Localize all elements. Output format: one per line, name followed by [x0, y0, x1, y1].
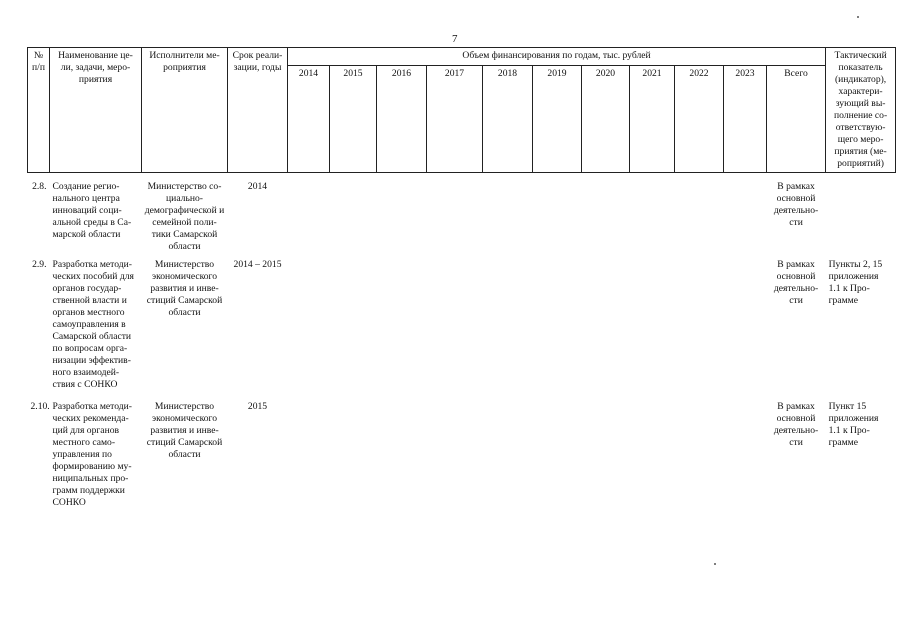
header-year: 2021 — [630, 65, 675, 172]
row-term: 2014 – 2015 — [233, 259, 282, 270]
row-indicator: Пункт 15 приложения 1.1 к Про- грамме — [828, 401, 879, 448]
row-num: 2.8. — [32, 181, 47, 192]
row-executor: Министерство экономического развития и инве- стиций Самарской области — [146, 259, 223, 318]
row-indicator — [826, 179, 896, 257]
scan-speck — [714, 563, 716, 565]
header-num: № п/п — [28, 48, 50, 173]
header-name: Наименование це- ли, задачи, меро- приятия — [50, 48, 142, 173]
header-year: 2015 — [330, 65, 377, 172]
page-number: 7 — [452, 33, 458, 45]
header-year: 2023 — [724, 65, 767, 172]
header-year: 2016 — [377, 65, 427, 172]
row-executor: Министерство экономического развития и инве- стиций Самарской области — [146, 401, 223, 460]
row-name: Разработка методи- ческих рекоменда- ций для органов местного само- управления по формированию му- ниципальных про- грамм поддержки СОНКО — [52, 401, 132, 508]
header-row-top — [28, 48, 896, 66]
row-name: Создание регио- нального центра инноваций соци- альной среды в Са- марской области — [52, 181, 132, 240]
row-num: 2.10. — [30, 401, 50, 412]
header-year: 2019 — [533, 65, 582, 172]
table-row — [28, 257, 896, 399]
financing-table — [27, 47, 896, 517]
header-financing: Объем финансирования по годам, тыс. рублей — [288, 48, 826, 66]
header-year: 2020 — [582, 65, 630, 172]
header-executors: Исполнители ме- роприятия — [142, 48, 228, 173]
row-indicator: Пункты 2, 15 приложения 1.1 к Про- грамме — [828, 259, 883, 306]
table-row — [28, 179, 896, 257]
row-num: 2.9. — [32, 259, 47, 270]
scan-speck — [857, 16, 859, 18]
row-total: В рамках основной деятельно- сти — [773, 181, 819, 228]
header-year: 2018 — [483, 65, 533, 172]
header-year: 2022 — [675, 65, 724, 172]
table-row — [28, 399, 896, 517]
header-indicator: Тактический показатель (индикатор), характери- зующий вы- полнение со- ответствую- щего меро- приятия (ме- роприятий) — [826, 48, 896, 173]
row-term: 2015 — [247, 401, 268, 412]
header-total: Всего — [767, 65, 826, 172]
row-total: В рамках основной деятельно- сти — [773, 259, 819, 306]
header-term: Срок реали- зации, годы — [228, 48, 288, 173]
row-total: В рамках основной деятельно- сти — [773, 401, 819, 448]
row-term: 2014 — [247, 181, 268, 192]
header-year: 2017 — [427, 65, 483, 172]
row-executor: Министерство со- циально- демографической и семейной поли- тики Самарской области — [144, 181, 225, 252]
header-year: 2014 — [288, 65, 330, 172]
row-name: Разработка методи- ческих пособий для органов государ- ственной власти и органов местного самоуправления в Самарской области по вопросам орга- низации эффектив- ного взаимодей- ствия с СОНКО — [52, 259, 134, 390]
